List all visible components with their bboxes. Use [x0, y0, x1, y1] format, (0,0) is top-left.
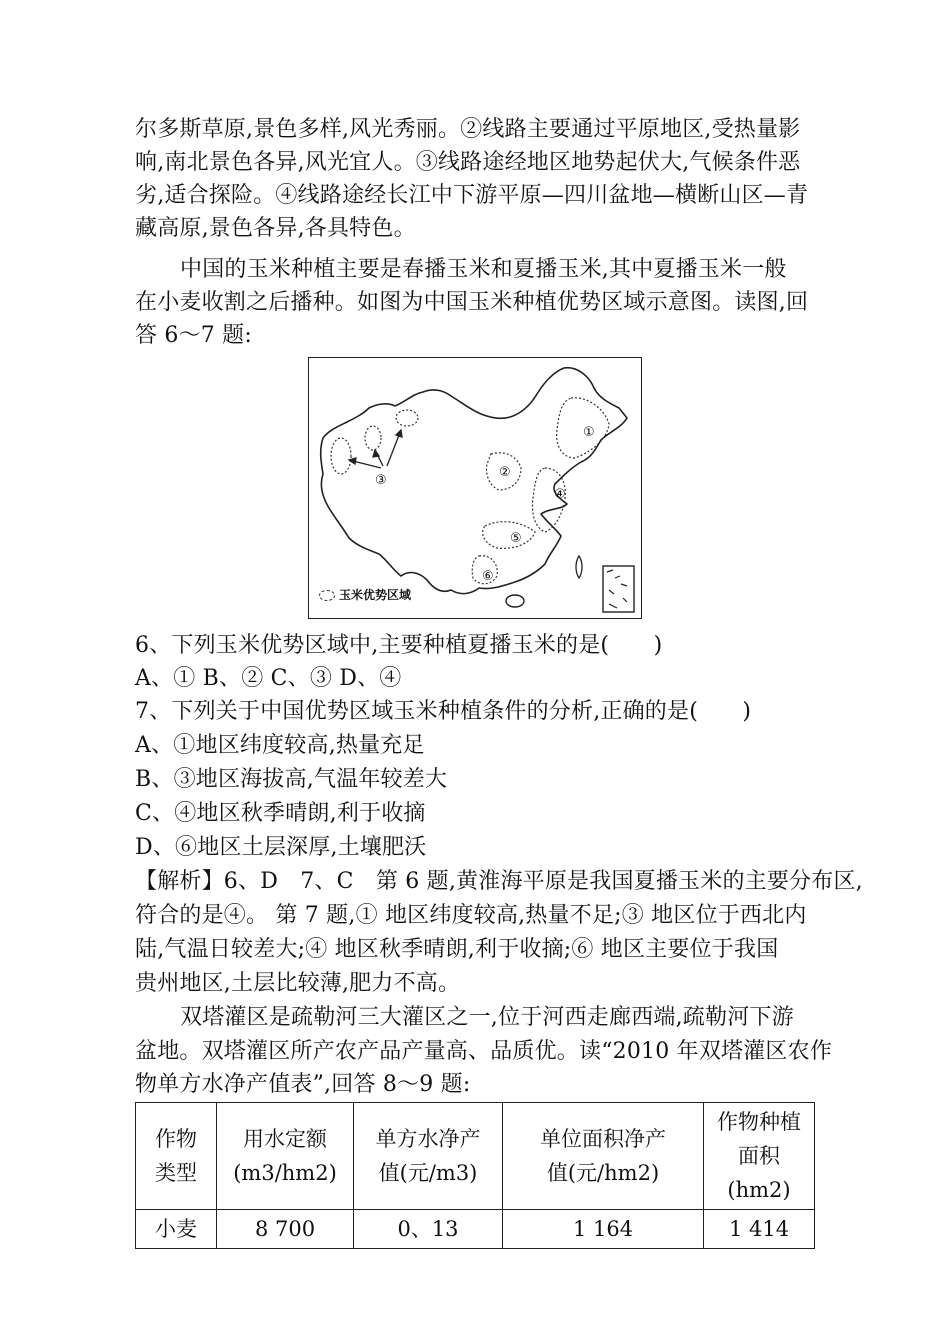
- question-7-option-c: C、④地区秋季晴朗,利于收摘: [135, 801, 426, 826]
- region-label: ⑤: [510, 531, 522, 546]
- table-header-row: [136, 1103, 815, 1210]
- text-line: 盆地。双塔灌区所产农产品产量高、品质优。读“2010 年双塔灌区农作: [135, 1039, 833, 1064]
- map-svg: [309, 358, 640, 617]
- analysis-line: 【解析】6、D 7、C 第 6 题,黄淮海平原是我国夏播玉米的主要分布区,: [135, 869, 863, 894]
- question-6-stem: 6、下列玉米优势区域中,主要种植夏播玉米的是( ): [135, 633, 663, 658]
- question-7-option-d: D、⑥地区土层深厚,土壤肥沃: [135, 835, 427, 860]
- region-label: ⑥: [482, 569, 494, 584]
- text-line: 在小麦收割之后播种。如图为中国玉米种植优势区域示意图。读图,回: [135, 290, 809, 315]
- question-7-option-b: B、③地区海拔高,气温年较差大: [135, 767, 448, 792]
- hainan-island: [506, 595, 524, 607]
- region-label: ③: [375, 473, 387, 488]
- region-label: ②: [499, 465, 511, 480]
- region-3b-boundary: [365, 426, 381, 450]
- question-7-option-a: A、①地区纬度较高,热量充足: [135, 733, 425, 758]
- table-header-cell: 作物种植 面积(hm2): [704, 1103, 815, 1210]
- south-sea-inset: [603, 566, 634, 612]
- analysis-line: 贵州地区,土层比较薄,肥力不高。: [135, 971, 461, 996]
- china-corn-map: [308, 357, 642, 619]
- analysis-line: 符合的是④。 第 7 题,① 地区纬度较高,热量不足;③ 地区位于西北内: [135, 903, 807, 928]
- dotted-region-icon: [319, 590, 335, 601]
- crop-water-table: [135, 1102, 815, 1249]
- table-cell: 0、13: [354, 1210, 503, 1249]
- analysis-line: 陆,气温日较差大;④ 地区秋季晴朗,利于收摘;⑥ 地区主要位于我国: [135, 937, 779, 962]
- taiwan-island: [576, 556, 582, 578]
- map-legend: [319, 586, 411, 603]
- table-header-cell: 单位面积净产 值(元/hm2): [503, 1103, 704, 1210]
- table-cell: 小麦: [136, 1210, 217, 1249]
- text-line: 劣,适合探险。④线路途经长江中下游平原—四川盆地—横断山区—青: [135, 183, 809, 208]
- region-5-boundary: [483, 522, 535, 549]
- text-line: 物单方水净产值表”,回答 8～9 题:: [135, 1072, 471, 1097]
- region-3c-boundary: [396, 410, 418, 426]
- question-7-stem: 7、下列关于中国优势区域玉米种植条件的分析,正确的是( ): [135, 699, 752, 724]
- text-line: 藏高原,景色各异,各具特色。: [135, 216, 416, 241]
- legend-label: 玉米优势区域: [339, 588, 412, 602]
- region-label: ①: [583, 425, 595, 440]
- region-3a-boundary: [331, 438, 351, 474]
- table-row: [136, 1210, 815, 1249]
- table-cell: 1 414: [704, 1210, 815, 1249]
- text-line: 响,南北景色各异,风光宜人。③线路途经地区地势起伏大,气候条件恶: [135, 150, 801, 175]
- table-header-cell: 单方水净产 值(元/m3): [354, 1103, 503, 1210]
- table-header-cell: 用水定额 (m3/hm2): [217, 1103, 354, 1210]
- text-line: 尔多斯草原,景色多样,风光秀丽。②线路主要通过平原地区,受热量影: [135, 117, 801, 142]
- region-label: ④: [554, 487, 566, 502]
- text-line: 双塔灌区是疏勒河三大灌区之一,位于河西走廊西端,疏勒河下游: [180, 1005, 794, 1030]
- question-6-options: A、① B、② C、③ D、④: [135, 666, 402, 691]
- text-line: 中国的玉米种植主要是春播玉米和夏播玉米,其中夏播玉米一般: [180, 257, 787, 282]
- table-header-cell: 作物 类型: [136, 1103, 217, 1210]
- table-cell: 1 164: [503, 1210, 704, 1249]
- table-cell: 8 700: [217, 1210, 354, 1249]
- text-line: 答 6～7 题:: [135, 323, 252, 348]
